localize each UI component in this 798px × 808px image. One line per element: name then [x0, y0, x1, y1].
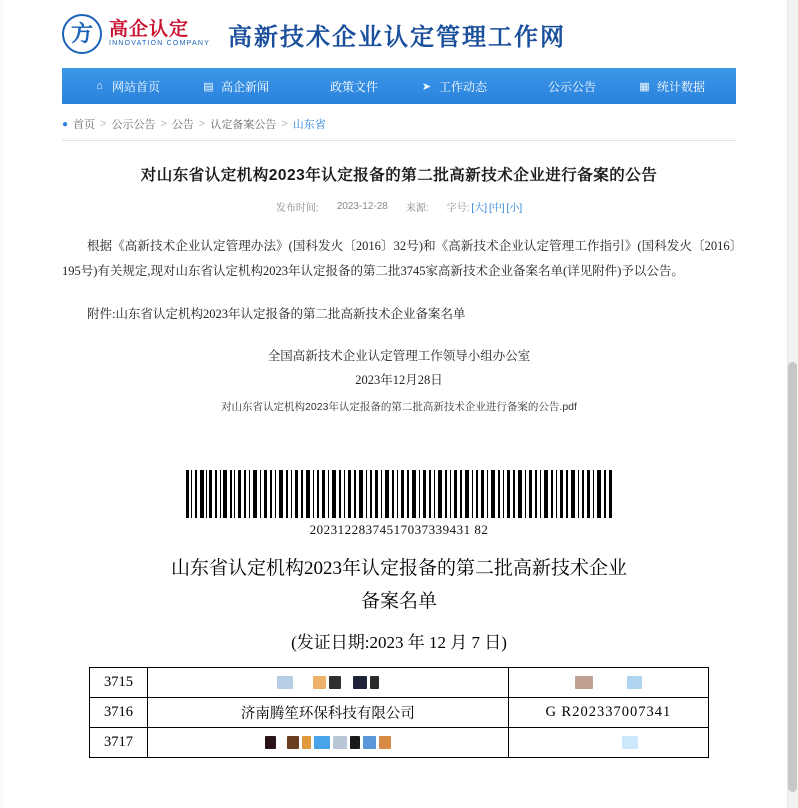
- logo-title-en: INNOVATION COMPANY: [109, 40, 210, 48]
- activity-icon: ➤: [421, 80, 432, 93]
- redacted-blocks: [513, 668, 704, 697]
- barcode-image: [184, 470, 614, 518]
- breadcrumb-sep-3: >: [281, 118, 288, 130]
- document-preview: [0, 470, 798, 759]
- row-cert-code: [508, 668, 708, 698]
- nav-label-activity: 工作动态: [438, 79, 487, 94]
- news-icon: ▤: [203, 80, 214, 93]
- font-size-medium[interactable]: [中]: [488, 203, 505, 214]
- vertical-scrollbar[interactable]: [787, 0, 798, 808]
- nav-label-stats: 统计数据: [656, 79, 705, 94]
- document-title-line2: 备案名单: [360, 590, 437, 612]
- breadcrumb-item-4[interactable]: 山东省: [292, 119, 326, 131]
- redacted-blocks: [152, 728, 504, 757]
- nav-label-policy: 政策文件: [329, 79, 378, 94]
- article-paragraph-1: 根据《高新技术企业认定管理办法》(国科发火〔2016〕32号)和《高新技术企业认定管理工作指引》(国科发火〔2016〕195号)有关规定,现对山东省认定机构2023年认定报备的第二批3745家高新技术企业备案名单(详见附件)予以公告。: [62, 239, 736, 278]
- signature-org: 全国高新技术企业认定管理工作领导小组办公室: [267, 349, 531, 363]
- location-pin-icon: ●: [62, 118, 69, 130]
- row-cert-code: G R202337007341: [508, 698, 708, 728]
- row-index: 3715: [90, 668, 148, 698]
- row-company-name: [148, 728, 509, 758]
- font-size-large[interactable]: [大]: [471, 203, 487, 214]
- font-size-small[interactable]: [小]: [506, 203, 523, 214]
- nav-item-notice[interactable]: [519, 78, 606, 95]
- nav-item-stats[interactable]: [628, 78, 715, 95]
- scrollbar-thumb[interactable]: [788, 362, 797, 792]
- logo-mark-icon: [62, 14, 102, 54]
- main-navbar: [62, 68, 736, 104]
- logo-glyph: 方: [70, 21, 93, 46]
- font-size-switcher: [447, 199, 522, 214]
- logo-title-cn: 高企认定: [109, 19, 190, 41]
- redacted-blocks: [152, 668, 504, 697]
- site-logo[interactable]: [62, 14, 210, 54]
- nav-item-home[interactable]: [83, 78, 170, 95]
- stats-icon: ▦: [639, 80, 650, 93]
- breadcrumb-item-2[interactable]: 公告: [171, 119, 194, 131]
- article: [62, 141, 736, 414]
- article-body: [62, 234, 736, 284]
- page-title: 对山东省认定机构2023年认定报备的第二批高新技术企业进行备案的公告: [140, 167, 658, 184]
- document-title-line1: 山东省认定机构2023年认定报备的第二批高新技术企业: [170, 557, 627, 579]
- attachment-line: 附件:山东省认定机构2023年认定报备的第二批高新技术企业备案名单: [87, 307, 466, 321]
- table-row: [90, 668, 709, 698]
- nav-label-home: 网站首页: [111, 79, 160, 94]
- row-company-name: [148, 668, 509, 698]
- attachment-pdf-link[interactable]: 对山东省认定机构2023年认定报备的第二批高新技术企业进行备案的公告.pdf: [221, 400, 577, 413]
- nav-item-activity[interactable]: [410, 78, 497, 95]
- breadcrumb-item-1[interactable]: 公示公告: [111, 119, 156, 131]
- document-title: [0, 552, 798, 619]
- breadcrumb-sep-0: >: [100, 118, 107, 130]
- breadcrumb: [62, 116, 736, 141]
- row-company-name: 济南腾笙环保科技有限公司: [148, 698, 509, 728]
- table-row: [90, 728, 709, 758]
- signature-date: 2023年12月28日: [355, 372, 443, 387]
- breadcrumb-sep-1: >: [160, 118, 167, 130]
- logo-text: [109, 20, 210, 47]
- site-title: 高新技术企业认定管理工作网: [227, 23, 566, 51]
- font-size-label: 字号:: [446, 203, 470, 214]
- nav-item-policy[interactable]: [301, 78, 388, 95]
- source-label: 来源:: [405, 203, 429, 214]
- row-index: 3717: [90, 728, 148, 758]
- redacted-blocks: [513, 728, 704, 757]
- page-left-edge: [0, 0, 4, 808]
- article-meta: [62, 199, 736, 214]
- site-masthead: [0, 0, 798, 68]
- breadcrumb-sep-2: >: [198, 118, 206, 130]
- home-icon: ⌂: [96, 80, 103, 92]
- company-table: [89, 667, 709, 758]
- breadcrumb-item-0[interactable]: 首页: [73, 119, 96, 131]
- signature-block: [62, 345, 736, 393]
- publish-time-label: 发布时间:: [275, 203, 319, 214]
- nav-label-notice: 公示公告: [547, 79, 596, 94]
- row-index: 3716: [90, 698, 148, 728]
- nav-item-news[interactable]: [192, 78, 279, 95]
- document-issue-date: (发证日期:2023 年 12 月 7 日): [291, 633, 507, 652]
- publish-time-value: 2023-12-28: [336, 201, 388, 212]
- row-cert-code: [508, 728, 708, 758]
- table-row: [90, 698, 709, 728]
- nav-label-news: 高企新闻: [220, 79, 269, 94]
- barcode-number: 20231228374517037339431 82: [309, 521, 489, 537]
- breadcrumb-item-3[interactable]: 认定备案公告: [210, 119, 277, 131]
